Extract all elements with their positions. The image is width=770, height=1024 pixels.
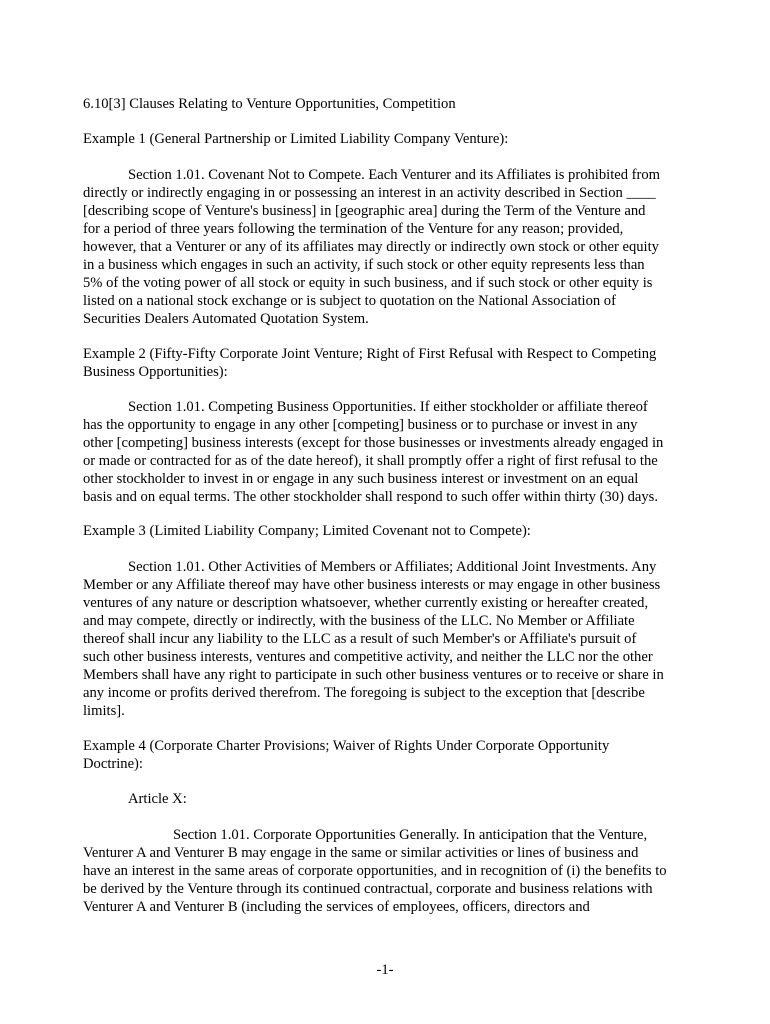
section-heading: [83, 95, 689, 113]
example-3-title: [83, 522, 689, 540]
paragraph-line: and may compete, directly or indirectly, with the business of the LLC. No Member or Affiliate: [83, 613, 635, 629]
paragraph-line: however, that a Venturer or any of its affiliates may directly or indirectly own stock or other equity: [83, 239, 659, 255]
example-1-title-text: Example 1 (General Partnership or Limited Liability Company Venture):: [83, 131, 509, 147]
example-3-title-text: Example 3 (Limited Liability Company; Limited Covenant not to Compete):: [83, 523, 531, 539]
paragraph-line: such other business interests, ventures and competitive activity, and neither the LLC nor the other: [83, 649, 653, 665]
paragraph-line: any income or profits derived therefrom. The foregoing is subject to the exception that [describe: [83, 685, 645, 701]
example-4-body: [83, 826, 689, 916]
paragraph-line: other stockholder to invest in or engage in any such business interest or investment on an equal: [83, 471, 639, 487]
paragraph-line: Venturer A and Venturer B may engage in the same or similar activities or lines of business and: [83, 845, 639, 861]
paragraph-line: Section 1.01. Competing Business Opportunities. If either stockholder or affiliate thereof: [128, 399, 648, 415]
example-4-title-line: Doctrine):: [83, 756, 143, 772]
example-4-title-line: Example 4 (Corporate Charter Provisions; Waiver of Rights Under Corporate Opportunity: [83, 738, 610, 754]
paragraph-line: directly or indirectly engaging in or possessing an interest in an activity described in Section ____: [83, 185, 656, 201]
example-4-article: [83, 790, 689, 808]
paragraph-line: basis and on equal terms. The other stockholder shall respond to such offer within thirty (30) days.: [83, 489, 658, 505]
example-2-body: [83, 398, 689, 506]
paragraph-line: or made or contracted for as of the date hereof), it shall promptly offer a right of first refusal to the: [83, 453, 658, 469]
article-heading: Article X:: [128, 791, 187, 807]
paragraph-line: Member or any Affiliate thereof may have other business interests or may engage in other business: [83, 577, 661, 593]
example-2-title-line: Business Opportunities):: [83, 364, 228, 380]
paragraph-line: be derived by the Venture through its continued contractual, corporate and business relations with: [83, 881, 653, 897]
paragraph-line: 5% of the voting power of all stock or equity in such business, and if such stock or other equity is: [83, 275, 653, 291]
paragraph-line: have an interest in the same areas of corporate opportunities, and in recognition of (i) the benefits to: [83, 863, 667, 879]
paragraph-line: Venturer A and Venturer B (including the services of employees, officers, directors and: [83, 899, 590, 915]
paragraph-line: listed on a national stock exchange or is subject to quotation on the National Association of: [83, 293, 616, 309]
paragraph-line: for a period of three years following the termination of the Venture for any reason; provided,: [83, 221, 624, 237]
paragraph-line: in a business which engages in such an activity, if such stock or other equity represents less than: [83, 257, 645, 273]
example-2-title-line: Example 2 (Fifty-Fifty Corporate Joint Venture; Right of First Refusal with Respect to Competing: [83, 346, 657, 362]
example-2-title: [83, 345, 689, 381]
paragraph-line: Section 1.01. Covenant Not to Compete. Each Venturer and its Affiliates is prohibited from: [128, 167, 661, 183]
example-4-title: [83, 737, 689, 773]
page-number: -1-: [376, 962, 394, 978]
paragraph-line: other [competing] business interests (except for those businesses or investments already engaged in: [83, 435, 664, 451]
paragraph-line: has the opportunity to engage in any other [competing] business or to purchase or invest in any: [83, 417, 638, 433]
example-1-body: [83, 166, 689, 328]
paragraph-line: thereof shall incur any liability to the LLC as a result of such Member's or Affiliate's pursuit of: [83, 631, 637, 647]
paragraph-line: ventures of any nature or description whatsoever, whether currently existing or hereafter created,: [83, 595, 649, 611]
paragraph-line: Section 1.01. Other Activities of Members or Affiliates; Additional Joint Investments. Any: [128, 559, 657, 575]
paragraph-line: Securities Dealers Automated Quotation System.: [83, 311, 369, 327]
paragraph-line: [describing scope of Venture's business] in [geographic area] during the Term of the Venture and: [83, 203, 646, 219]
paragraph-line: Section 1.01. Corporate Opportunities Generally. In anticipation that the Venture,: [173, 827, 648, 843]
example-1-title: [83, 130, 689, 148]
paragraph-line: limits].: [83, 703, 125, 719]
paragraph-line: Members shall have any right to participate in such other business ventures or to receive or share in: [83, 667, 664, 683]
example-3-body: [83, 558, 689, 720]
heading-text: 6.10[3] Clauses Relating to Venture Opportunities, Competition: [83, 96, 456, 112]
